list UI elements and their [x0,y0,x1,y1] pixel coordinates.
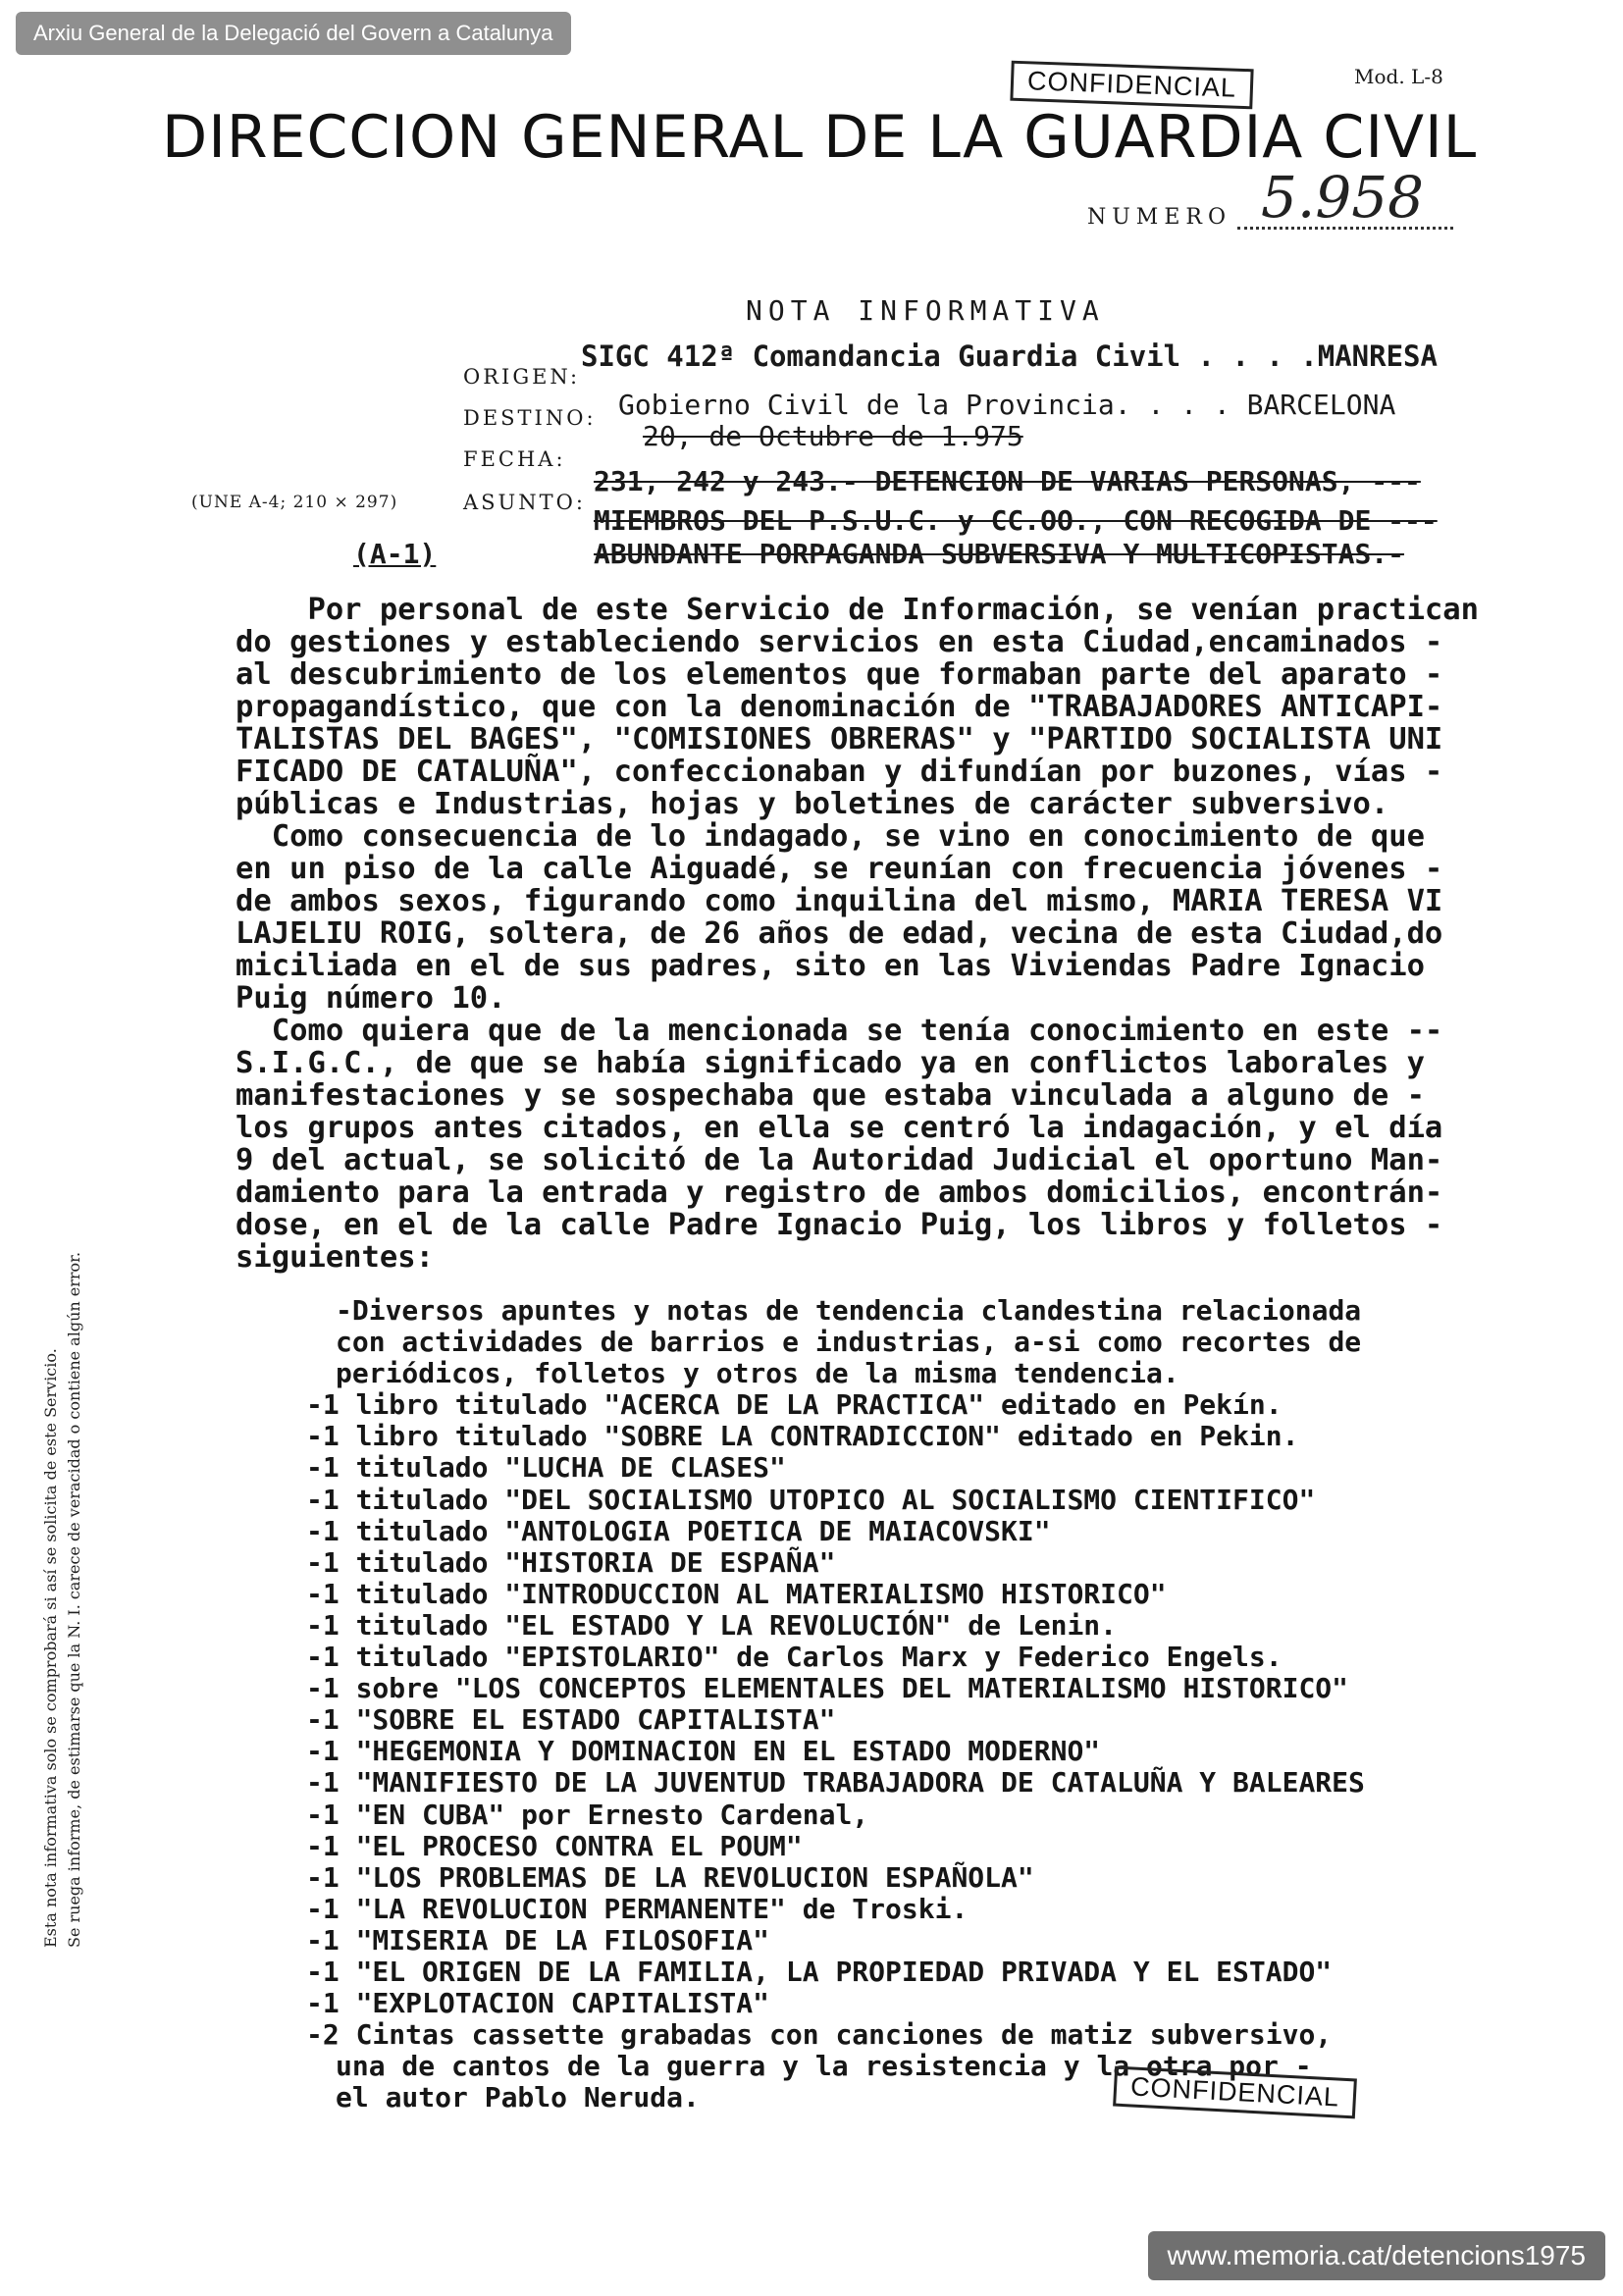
fecha-label: FECHA: [463,447,566,471]
body-line: FICADO DE CATALUÑA", confeccionaban y difundían por buzones, vías - [236,755,1443,789]
seized-item: -1 titulado "EL ESTADO Y LA REVOLUCIÓN" de Lenin. [306,1608,1118,1642]
paper-size-note: (UNE A-4; 210 × 297) [191,493,398,512]
seized-item: -1 titulado "LUCHA DE CLASES" [306,1451,786,1485]
side-note-line: Se ruega informe, de estimarse que la N. I. carece de veracidad o contiene algún error. [65,1251,83,1948]
number-value: 5.958 [1260,164,1425,231]
seized-item: -1 "EN CUBA" por Ernesto Cardenal, [306,1798,869,1831]
body-line: Como consecuencia de lo indagado, se vino en conocimiento de que [236,819,1425,854]
seized-item: -1 "HEGEMONIA Y DOMINACION EN EL ESTADO MODERNO" [306,1735,1101,1768]
body-line: siguientes: [236,1240,434,1275]
report-body [236,594,1590,1274]
body-line: Como quiera que de la mencionada se tenía conocimiento en este -- [236,1014,1443,1048]
seized-item: -1 titulado "INTRODUCCION AL MATERIALISMO HISTORICO" [306,1577,1167,1610]
body-line: Puig número 10. [236,981,506,1016]
body-line: Por personal de este Servicio de Información, se venían practican [236,593,1480,627]
number-line [1237,164,1453,231]
body-line: damiento para la entrada y registro de ambos domicilios, encontrán- [236,1175,1443,1210]
seized-item: -1 titulado "HISTORIA DE ESPAÑA" [306,1545,836,1579]
seized-item: -1 libro titulado "SOBRE LA CONTRADICCION" editado en Pekin. [306,1420,1299,1453]
seized-item: -1 libro titulado "ACERCA DE LA PRACTICA" editado en Pekín. [306,1388,1283,1422]
nota-informativa-title: NOTA INFORMATIVA [746,294,1105,327]
seized-item: -1 "LOS PROBLEMAS DE LA REVOLUCION ESPAÑOLA" [306,1860,1034,1894]
seized-items-list [306,1295,1611,2113]
seized-item: -1 titulado "EPISTOLARIO" de Carlos Marx y Federico Engels. [306,1641,1283,1674]
seized-item: con actividades de barrios e industrias, a-si como recortes de [336,1326,1362,1359]
seized-item: -1 "SOBRE EL ESTADO CAPITALISTA" [306,1703,836,1737]
body-line: los grupos antes citados, en ella se centró la indagación, y el día [236,1111,1443,1145]
body-line: de ambos sexos, figurando como inquilina del mismo, MARIA TERESA VI [236,884,1443,918]
seized-item: -1 "EXPLOTACION CAPITALISTA" [306,1987,770,2020]
body-line: al descubrimiento de los elementos que formaban parte del aparato - [236,657,1443,692]
seized-item: -1 "LA REVOLUCION PERMANENTE" de Troski. [306,1892,969,1925]
asunto-line-3: ABUNDANTE PORPAGANDA SUBVERSIVA Y MULTICOPISTAS.- [594,538,1405,570]
seized-item: -1 titulado "ANTOLOGIA POETICA DE MAIACOVSKI" [306,1514,1051,1547]
seized-item: una de cantos de la guerra y la resistencia y la otra por - [336,2050,1312,2083]
archive-label: Arxiu General de la Delegació del Govern a Catalunya [16,12,571,55]
confidential-stamp-bottom: CONFIDENCIAL [1113,2066,1357,2119]
seized-item: -1 titulado "DEL SOCIALISMO UTOPICO AL SOCIALISMO CIENTIFICO" [306,1483,1316,1516]
asunto-label: ASUNTO: [463,491,586,514]
body-line: TALISTAS DEL BAGES", "COMISIONES OBRERAS" y "PARTIDO SOCIALISTA UNI [236,722,1443,757]
side-note-line: Esta nota informativa solo se comprobará si así se solicita de este Servicio. [41,1348,60,1948]
seized-item: -1 "MANIFIESTO DE LA JUVENTUD TRABAJADORA DE CATALUÑA Y BALEARES [306,1766,1365,1800]
seized-item: -1 "MISERIA DE LA FILOSOFIA" [306,1923,770,1957]
fecha-value: 20, de Octubre de 1.975 [643,420,1023,452]
document-title: DIRECCION GENERAL DE LA GUARDIA CIVIL [162,103,1478,172]
seized-item: -2 Cintas cassette grabadas con canciones de matiz subversivo, [306,2018,1333,2052]
document-number-row [1087,164,1453,231]
model-code: Mod. L-8 [1354,65,1443,88]
seized-item: -1 "EL ORIGEN DE LA FAMILIA, LA PROPIEDAD PRIVADA Y EL ESTADO" [306,1955,1333,1988]
source-url-label: www.memoria.cat/detencions1975 [1148,2231,1605,2280]
seized-item: -Diversos apuntes y notas de tendencia clandestina relacionada [336,1294,1362,1327]
confidential-stamp-top: CONFIDENCIAL [1010,61,1253,110]
destino-value: Gobierno Civil de la Provincia. . . . BARCELONA [618,389,1396,421]
body-line: do gestiones y estableciendo servicios en esta Ciudad,encaminados - [236,625,1443,659]
body-line: manifestaciones y se sospechaba que estaba vinculada a alguno de - [236,1078,1425,1113]
body-line: públicas e Industrias, hojas y boletines de carácter subversivo. [236,787,1389,821]
number-label: NUMERO [1087,205,1231,230]
body-line: LAJELIU ROIG, soltera, de 26 años de edad, vecina de esta Ciudad,do [236,916,1443,951]
origen-label: ORIGEN: [463,365,581,389]
body-line: propagandístico, que con la denominación de "TRABAJADORES ANTICAPI- [236,690,1443,724]
body-line: miciliada en el de sus padres, sito en las Viviendas Padre Ignacio [236,949,1425,983]
seized-item: periódicos, folletos y otros de la misma tendencia. [336,1357,1179,1390]
side-margin-note [39,947,86,1948]
seized-item: -1 "EL PROCESO CONTRA EL POUM" [306,1829,803,1862]
asunto-line-2: MIEMBROS DEL P.S.U.C. y CC.OO., CON RECOGIDA DE --- [594,504,1438,537]
section-reference: (A-1) [353,538,437,570]
origen-value: SIGC 412ª Comandancia Guardia Civil . . . .MANRESA [581,339,1438,373]
seized-item: -1 sobre "LOS CONCEPTOS ELEMENTALES DEL MATERIALISMO HISTORICO" [306,1672,1349,1705]
asunto-line-1: 231, 242 y 243.- DETENCION DE VARIAS PERSONAS, --- [594,465,1421,497]
destino-label: DESTINO: [463,406,597,430]
body-line: S.I.G.C., de que se había significado ya en conflictos laborales y [236,1046,1425,1080]
seized-item: el autor Pablo Neruda. [336,2081,700,2114]
body-line: en un piso de la calle Aiguadé, se reunían con frecuencia jóvenes - [236,852,1443,886]
body-line: 9 del actual, se solicitó de la Autoridad Judicial el oportuno Man- [236,1143,1443,1177]
body-line: dose, en el de la calle Padre Ignacio Puig, los libros y folletos - [236,1208,1443,1242]
